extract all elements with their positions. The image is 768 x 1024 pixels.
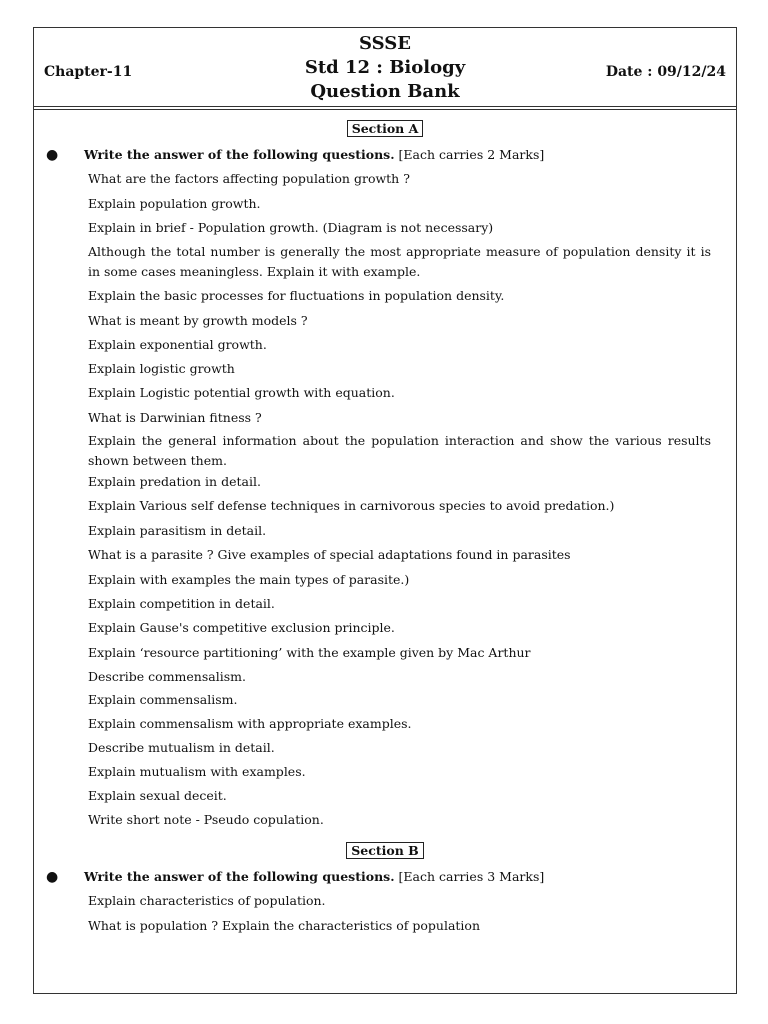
question-item: Explain commensalism. xyxy=(88,692,238,707)
question-item: Explain parasitism in detail. xyxy=(88,523,267,538)
marks-text: [Each carries 3 Marks] xyxy=(398,869,545,884)
question-item: Explain characteristics of population. xyxy=(88,893,326,908)
page-frame xyxy=(33,27,737,994)
question-item: What are the factors affecting population growth ? xyxy=(88,171,410,186)
school-name: SSSE xyxy=(359,33,411,54)
bullet-icon: ● xyxy=(46,147,59,163)
question-item: Explain competition in detail. xyxy=(88,596,275,611)
question-item: Explain Various self defense techniques in carnivorous species to avoid predation.) xyxy=(88,498,615,513)
question-item: Explain population growth. xyxy=(88,196,261,211)
std-subject: Std 12 : Biology xyxy=(304,57,466,78)
question-item: What is a parasite ? Give examples of special adaptations found in parasites xyxy=(88,547,571,562)
page-header xyxy=(34,28,736,110)
header-divider xyxy=(34,106,736,107)
marks-text: [Each carries 2 Marks] xyxy=(398,147,545,162)
question-item: Explain the general information about the population interaction and show the various results shown between them. xyxy=(88,433,711,468)
question-item: Explain in brief - Population growth. (Diagram is not necessary) xyxy=(88,220,494,235)
question-item: Explain exponential growth. xyxy=(88,337,267,352)
question-item: Describe mutualism in detail. xyxy=(88,740,275,755)
question-item: Explain Logistic potential growth with equation. xyxy=(88,385,395,400)
instruction-text: Write the answer of the following questions. xyxy=(84,147,395,162)
question-item: Explain commensalism with appropriate examples. xyxy=(88,716,412,731)
question-item: Explain with examples the main types of parasite.) xyxy=(88,572,410,587)
question-item: Explain predation in detail. xyxy=(88,474,261,489)
question-item: Explain Gause's competitive exclusion principle. xyxy=(88,620,395,635)
bullet-icon: ● xyxy=(46,869,59,885)
question-item: Explain mutualism with examples. xyxy=(88,764,306,779)
section-b-title: Section B xyxy=(346,842,423,859)
question-item: Explain the basic processes for fluctuations in population density. xyxy=(88,288,505,303)
instruction-text: Write the answer of the following questions. xyxy=(84,869,395,884)
question-item: What is meant by growth models ? xyxy=(88,313,308,328)
section-a-label xyxy=(34,118,736,137)
question-item: Explain ‘resource partitioning’ with the example given by Mac Arthur xyxy=(88,645,531,660)
document-type: Question Bank xyxy=(310,81,460,102)
question-item: Explain sexual deceit. xyxy=(88,788,227,803)
section-a-title: Section A xyxy=(347,120,424,137)
date-label: Date : 09/12/24 xyxy=(605,64,726,80)
question-item: What is population ? Explain the characteristics of population xyxy=(88,918,481,933)
section-b-label xyxy=(34,840,736,859)
question-item: Describe commensalism. xyxy=(88,669,246,684)
question-item: What is Darwinian fitness ? xyxy=(88,410,262,425)
header-divider xyxy=(34,109,736,110)
question-item: Write short note - Pseudo copulation. xyxy=(88,812,324,827)
chapter-label: Chapter-11 xyxy=(44,64,133,80)
question-item: Explain logistic growth xyxy=(88,361,235,376)
question-item: Although the total number is generally the most appropriate measure of population density it is in some cases meaningless. Explain it with example. xyxy=(88,244,711,279)
